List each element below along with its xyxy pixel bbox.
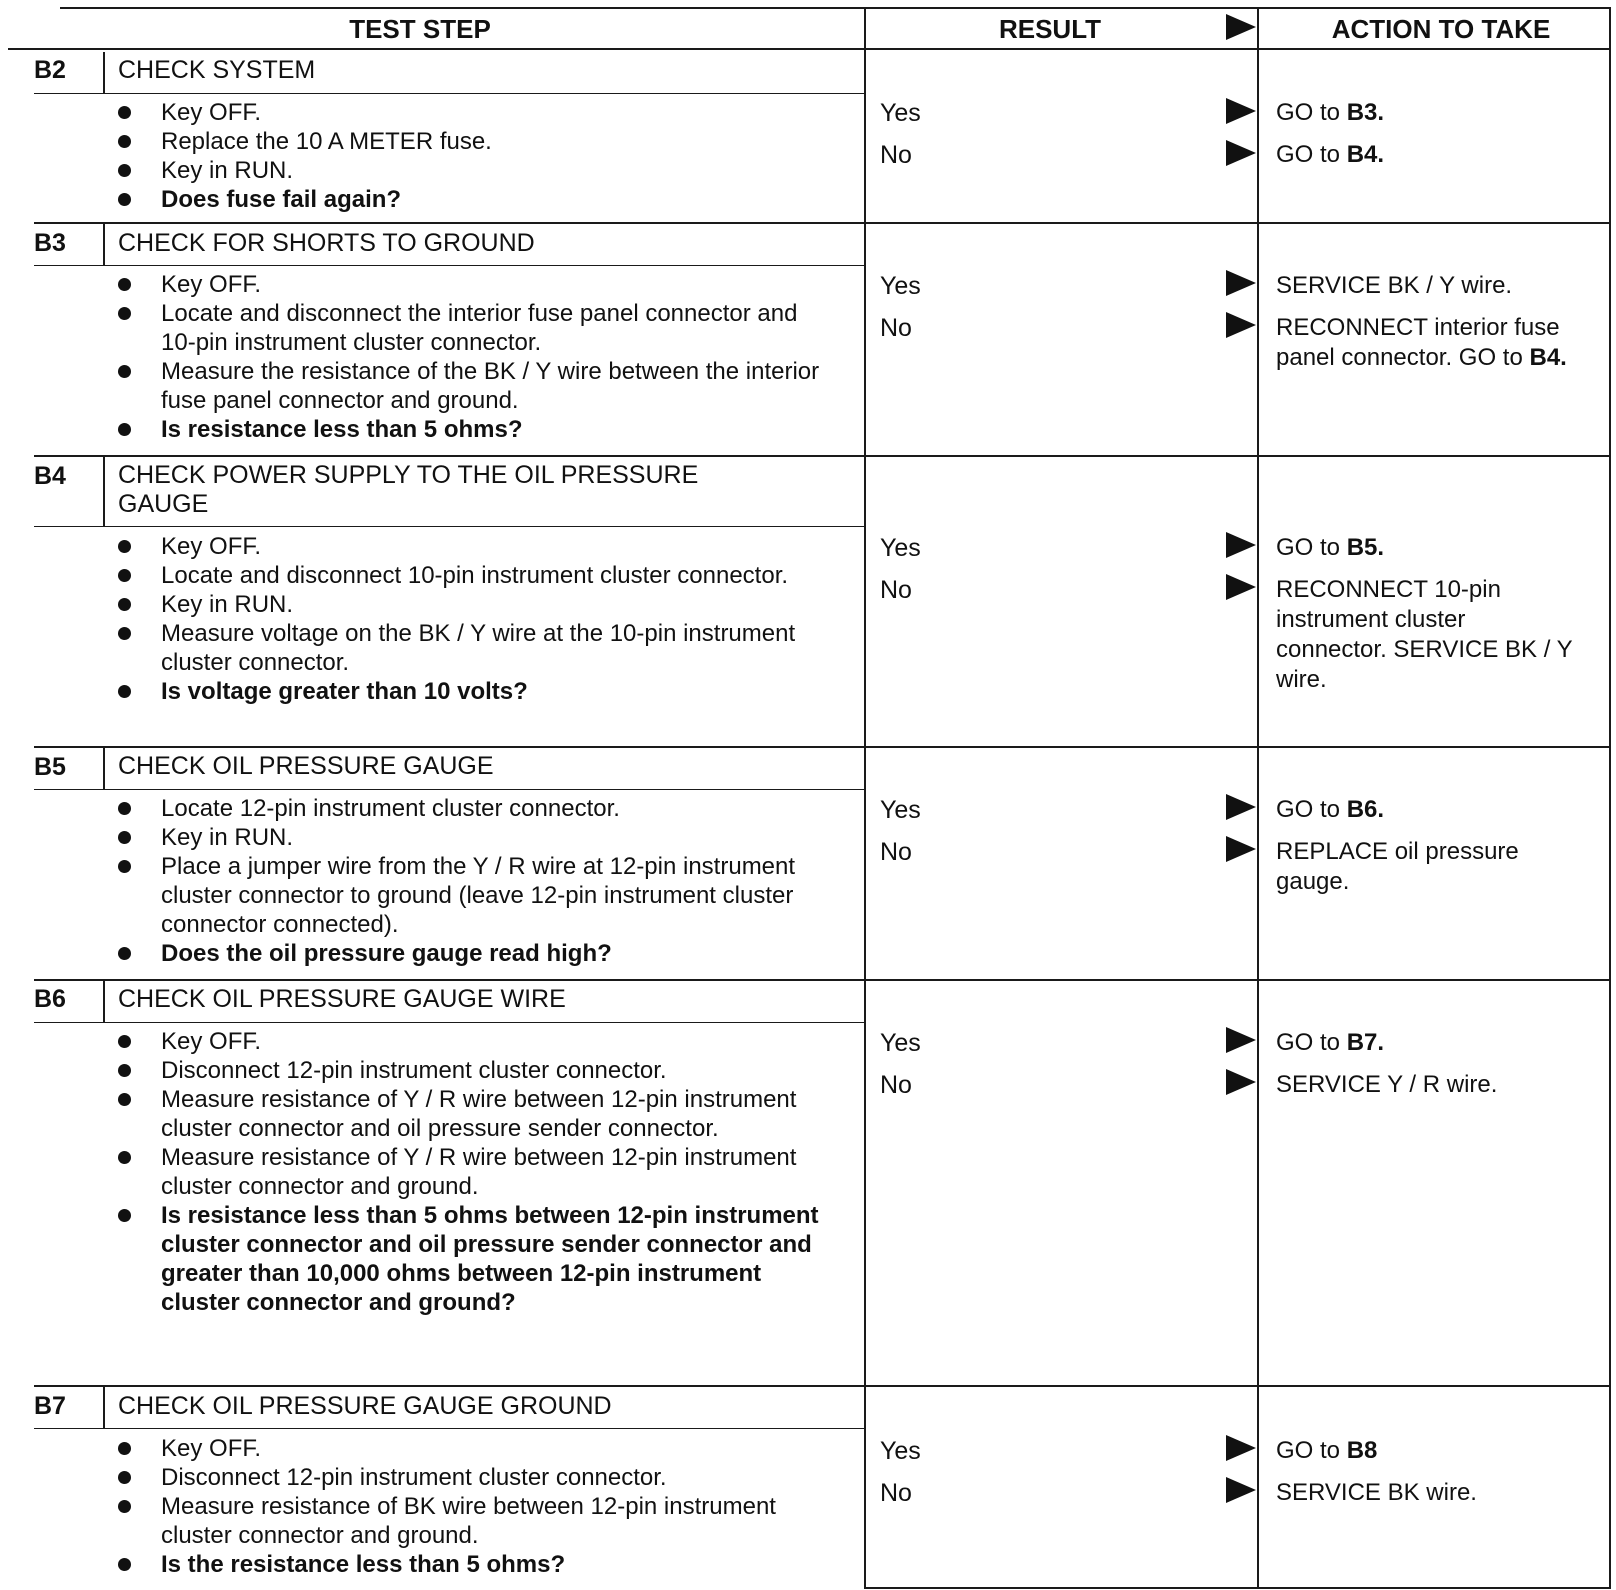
result-no: No bbox=[880, 314, 912, 342]
result-no: No bbox=[880, 141, 912, 169]
header-result: RESULT bbox=[998, 14, 1102, 44]
list-item: Disconnect 12-pin instrument cluster connector. bbox=[116, 1463, 836, 1492]
step-id: B2 bbox=[34, 56, 66, 84]
list-item: Locate 12-pin instrument cluster connector. bbox=[116, 794, 836, 823]
step-title: CHECK SYSTEM bbox=[118, 56, 316, 84]
step-id: B5 bbox=[34, 753, 66, 781]
bottom-rule bbox=[864, 1587, 1611, 1589]
result-yes: Yes bbox=[880, 99, 921, 127]
title-underline bbox=[34, 93, 864, 94]
right-border bbox=[1609, 7, 1611, 1589]
action-yes: GO to B5. bbox=[1276, 534, 1385, 561]
arrow-right-icon bbox=[1226, 574, 1256, 600]
bullet-icon bbox=[118, 106, 131, 119]
row-separator bbox=[34, 455, 1610, 457]
title-divider bbox=[103, 52, 105, 94]
result-no: No bbox=[880, 1479, 912, 1507]
arrow-right-icon bbox=[1226, 532, 1256, 558]
bullet-icon bbox=[118, 1151, 131, 1164]
step-checklist bbox=[116, 794, 836, 968]
list-item: Measure resistance of Y / R wire between 12-pin instrument cluster connector and oil pressure sender connector. bbox=[116, 1085, 836, 1143]
row-separator bbox=[34, 222, 1610, 224]
step-id: B3 bbox=[34, 229, 66, 257]
list-item: Key in RUN. bbox=[116, 156, 836, 185]
step-checklist bbox=[116, 270, 836, 444]
action-no: RECONNECT 10-pin instrument cluster connector. SERVICE BK / Y wire. bbox=[1276, 576, 1573, 693]
step-question: Does the oil pressure gauge read high? bbox=[116, 939, 836, 968]
list-item: Place a jumper wire from the Y / R wire at 12-pin instrument cluster connector to ground (leave 12-pin instrument cluster connector connected). bbox=[116, 852, 836, 939]
bullet-icon bbox=[118, 423, 131, 436]
result-column-left-border bbox=[864, 7, 866, 1589]
step-title: CHECK OIL PRESSURE GAUGE GROUND bbox=[118, 1392, 612, 1420]
title-underline bbox=[34, 265, 864, 266]
step-title: CHECK OIL PRESSURE GAUGE WIRE bbox=[118, 985, 566, 1013]
bullet-icon bbox=[118, 1558, 131, 1571]
list-item: Key in RUN. bbox=[116, 823, 836, 852]
step-checklist bbox=[116, 532, 836, 706]
step-id: B7 bbox=[34, 1392, 66, 1420]
list-item: Measure voltage on the BK / Y wire at the 10-pin instrument cluster connector. bbox=[116, 619, 836, 677]
bullet-icon bbox=[118, 947, 131, 960]
title-underline bbox=[34, 1428, 864, 1429]
row-separator bbox=[34, 1385, 1610, 1387]
arrow-right-icon bbox=[1226, 1027, 1256, 1053]
step-title: CHECK OIL PRESSURE GAUGE bbox=[118, 752, 494, 780]
action-column-left-border bbox=[1257, 7, 1259, 1589]
list-item: Locate and disconnect the interior fuse panel connector and 10-pin instrument cluster connector. bbox=[116, 299, 836, 357]
step-question: Is the resistance less than 5 ohms? bbox=[116, 1550, 836, 1579]
result-no: No bbox=[880, 838, 912, 866]
title-underline bbox=[34, 1022, 864, 1023]
action-no: GO to B4. bbox=[1276, 141, 1385, 168]
action-no: REPLACE oil pressure gauge. bbox=[1276, 838, 1519, 895]
bullet-icon bbox=[118, 1064, 131, 1077]
list-item: Key OFF. bbox=[116, 1027, 836, 1056]
step-title: CHECK FOR SHORTS TO GROUND bbox=[118, 229, 535, 257]
bullet-icon bbox=[118, 365, 131, 378]
bullet-icon bbox=[118, 278, 131, 291]
header-rule bbox=[8, 48, 1610, 50]
action-yes: GO to B6. bbox=[1276, 796, 1385, 823]
list-item: Replace the 10 A METER fuse. bbox=[116, 127, 836, 156]
arrow-right-icon bbox=[1226, 140, 1256, 166]
bullet-icon bbox=[118, 540, 131, 553]
bullet-icon bbox=[118, 307, 131, 320]
bullet-icon bbox=[118, 164, 131, 177]
step-question: Does fuse fail again? bbox=[116, 185, 836, 214]
list-item: Key OFF. bbox=[116, 532, 836, 561]
bullet-icon bbox=[118, 193, 131, 206]
action-yes: GO to B8 bbox=[1276, 1437, 1378, 1464]
bullet-icon bbox=[118, 802, 131, 815]
action-yes: GO to B3. bbox=[1276, 99, 1385, 126]
list-item: Measure the resistance of the BK / Y wire between the interior fuse panel connector and ground. bbox=[116, 357, 836, 415]
arrow-right-icon bbox=[1226, 794, 1256, 820]
list-item: Disconnect 12-pin instrument cluster connector. bbox=[116, 1056, 836, 1085]
row-separator bbox=[34, 746, 1610, 748]
step-title: CHECK POWER SUPPLY TO THE OIL PRESSURE GAUGE bbox=[118, 461, 699, 518]
action-no: RECONNECT interior fuse panel connector. GO to B4. bbox=[1276, 314, 1567, 371]
bullet-icon bbox=[118, 1093, 131, 1106]
title-underline bbox=[34, 526, 864, 527]
result-yes: Yes bbox=[880, 534, 921, 562]
list-item: Key OFF. bbox=[116, 270, 836, 299]
step-id: B6 bbox=[34, 985, 66, 1013]
title-divider bbox=[103, 748, 105, 790]
list-item: Key OFF. bbox=[116, 98, 836, 127]
list-item: Key OFF. bbox=[116, 1434, 836, 1463]
arrow-right-icon bbox=[1226, 1435, 1256, 1461]
result-yes: Yes bbox=[880, 796, 921, 824]
bullet-icon bbox=[118, 135, 131, 148]
row-separator bbox=[34, 979, 1610, 981]
list-item: Locate and disconnect 10-pin instrument cluster connector. bbox=[116, 561, 836, 590]
arrow-right-icon bbox=[1226, 1069, 1256, 1095]
bullet-icon bbox=[118, 1442, 131, 1455]
step-checklist bbox=[116, 1027, 836, 1317]
bullet-icon bbox=[118, 1471, 131, 1484]
action-no: SERVICE BK wire. bbox=[1276, 1479, 1477, 1506]
title-divider bbox=[103, 1387, 105, 1429]
arrow-right-icon bbox=[1226, 836, 1256, 862]
bullet-icon bbox=[118, 1035, 131, 1048]
action-yes: SERVICE BK / Y wire. bbox=[1276, 272, 1513, 299]
action-yes: GO to B7. bbox=[1276, 1029, 1385, 1056]
top-rule bbox=[60, 7, 1610, 9]
result-yes: Yes bbox=[880, 272, 921, 300]
step-question: Is resistance less than 5 ohms? bbox=[116, 415, 836, 444]
header-test-step: TEST STEP bbox=[349, 14, 491, 44]
step-question: Is resistance less than 5 ohms between 12-pin instrument cluster connector and oil pressure sender connector and greater than 10,000 ohms between 12-pin instrument cluster connector and ground? bbox=[116, 1201, 836, 1317]
step-question: Is voltage greater than 10 volts? bbox=[116, 677, 836, 706]
arrow-right-icon bbox=[1226, 1477, 1256, 1503]
title-divider bbox=[103, 457, 105, 527]
bullet-icon bbox=[118, 831, 131, 844]
bullet-icon bbox=[118, 685, 131, 698]
bullet-icon bbox=[118, 569, 131, 582]
bullet-icon bbox=[118, 627, 131, 640]
step-checklist bbox=[116, 98, 836, 214]
action-no: SERVICE Y / R wire. bbox=[1276, 1071, 1498, 1098]
title-divider bbox=[103, 224, 105, 266]
bullet-icon bbox=[118, 860, 131, 873]
header-arrow-icon bbox=[1226, 14, 1256, 40]
arrow-right-icon bbox=[1226, 312, 1256, 338]
result-no: No bbox=[880, 576, 912, 604]
header-action: ACTION TO TAKE bbox=[1331, 14, 1551, 44]
list-item: Measure resistance of Y / R wire between 12-pin instrument cluster connector and ground. bbox=[116, 1143, 836, 1201]
title-divider bbox=[103, 981, 105, 1023]
result-yes: Yes bbox=[880, 1029, 921, 1057]
arrow-right-icon bbox=[1226, 270, 1256, 296]
title-underline bbox=[34, 789, 864, 790]
bullet-icon bbox=[118, 598, 131, 611]
bullet-icon bbox=[118, 1209, 131, 1222]
list-item: Measure resistance of BK wire between 12-pin instrument cluster connector and ground. bbox=[116, 1492, 836, 1550]
arrow-right-icon bbox=[1226, 98, 1256, 124]
list-item: Key in RUN. bbox=[116, 590, 836, 619]
bullet-icon bbox=[118, 1500, 131, 1513]
result-yes: Yes bbox=[880, 1437, 921, 1465]
step-id: B4 bbox=[34, 462, 66, 490]
result-no: No bbox=[880, 1071, 912, 1099]
step-checklist bbox=[116, 1434, 836, 1579]
